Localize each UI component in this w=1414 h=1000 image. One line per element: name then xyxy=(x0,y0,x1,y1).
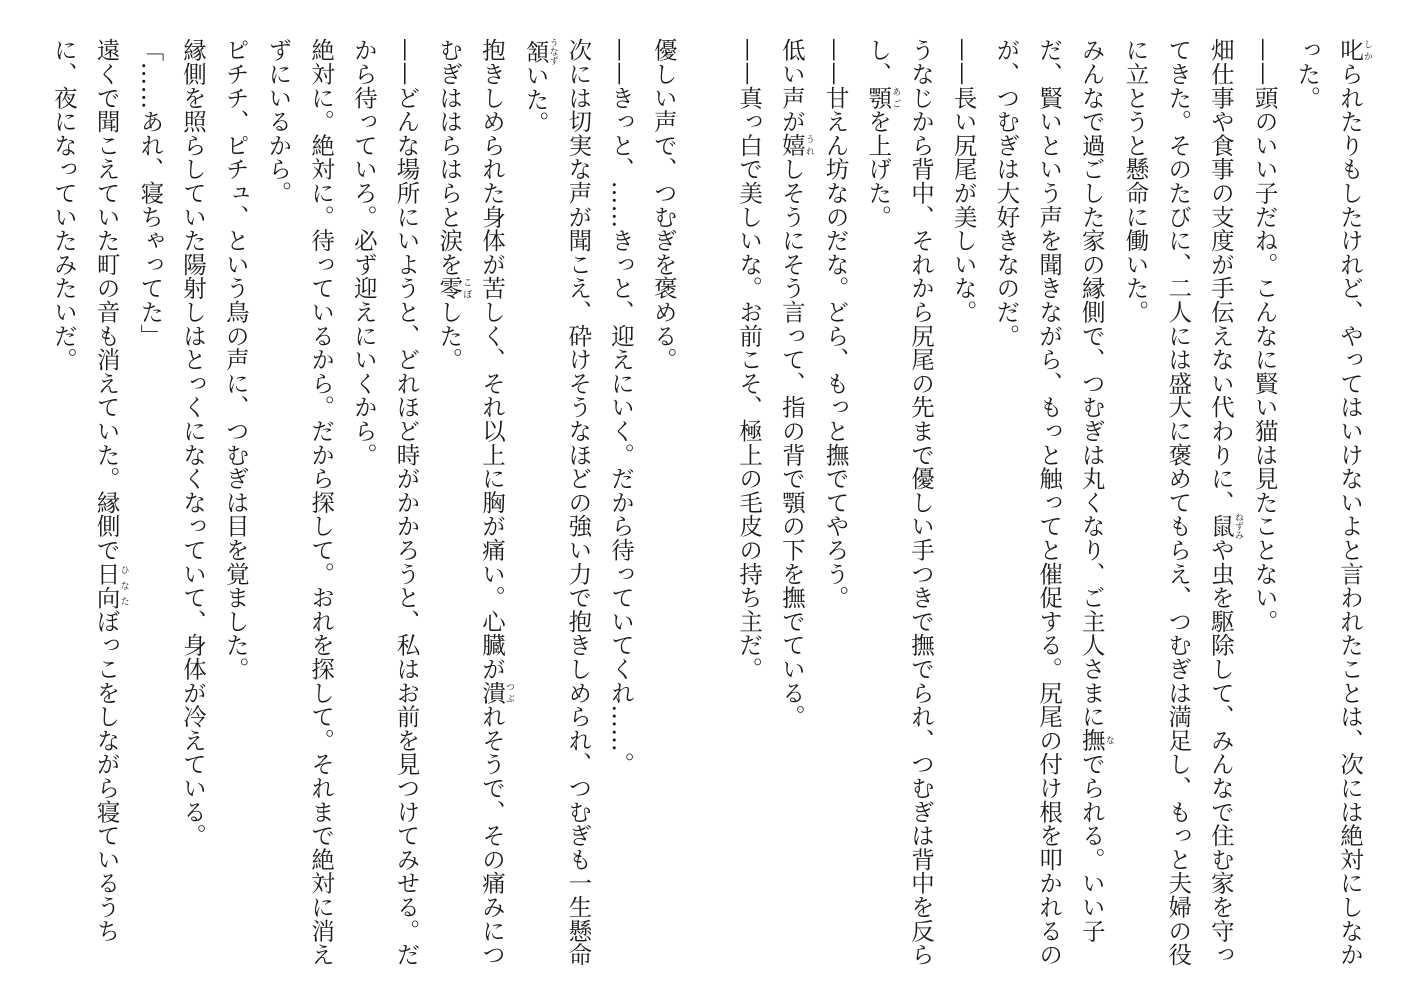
ruby-shika: 叱しか xyxy=(1336,38,1372,62)
paragraph-18: 縁側を照らしていた陽射しはとっくになくなっていて、身体が冷えている。 xyxy=(179,38,208,848)
paragraph-13: 次には切実な声が聞こえ、砕けそうなほどの強い力で抱きしめられ、つむぎも一生懸命頷うなずいた。 xyxy=(521,38,593,967)
paragraph-19: 「……あれ、寝ちゃってた」 xyxy=(136,38,165,348)
paragraph-7: ——甘えん坊なのだな。どら、もっと撫でてやろう。 xyxy=(821,38,850,610)
paragraph-1-text: られたりもしたけれど、やってはいけないよと言われたことは、次には絶対にしなかった。 xyxy=(1293,38,1364,967)
paragraph-3: 畑仕事や食事の支度が手伝えない代わりに、鼠ねずみや虫を駆除して、みんなで住む家を守ってきた。そのたびに、二人には盛大に褒めてもらえ、つむぎは満足し、もっと夫婦の役に立とうと懸命に働いた。 xyxy=(1121,38,1243,967)
paragraph-5: ——長い尻尾が美しいな。 xyxy=(949,38,978,324)
vertical-text-body xyxy=(42,38,1372,968)
paragraph-16: 絶対に。絶対に。待っているから。だから探して。おれを探して。それまで絶対に消えずにいるから。 xyxy=(264,38,336,967)
paragraph-8: 低い声が嬉うれしそうにそう言って、指の背で顎の下を撫でている。 xyxy=(777,38,814,729)
ruby-unazu: 頷うなず xyxy=(521,38,558,65)
ruby-nezumi: 鼠ねずみ xyxy=(1206,512,1243,540)
paragraph-15: ——どんな場所にいようと、どれほど時がかかろうと、私はお前を見つけてみせる。だから待っていろ。必ず迎えにいくから。 xyxy=(349,38,421,967)
blank-line xyxy=(685,38,728,968)
ruby-kobo: 零こぼ xyxy=(435,276,472,300)
paragraph-4: みんなで過ごした家の縁側で、つむぎは丸くなり、ご主人さまに撫なでられる。いい子だ、賢いという声を聞きながら、もっと触ってと催促する。尻尾の付け根を叩かれるのが、つむぎは大好きなのだ。 xyxy=(992,38,1114,967)
paragraph-11: 優しい声で、つむぎを褒める。 xyxy=(649,38,678,372)
ruby-tsubu: 潰つぶ xyxy=(477,680,514,705)
ruby-hinata: 日向ひなた xyxy=(92,561,129,610)
paragraph-2: ——頭のいい子だね。こんなに賢い猫は見たことない。 xyxy=(1250,38,1279,633)
paragraph-12: ——きっと、……きっと、迎えにいく。だから待っていてくれ……。 xyxy=(607,38,636,776)
paragraph-6: うなじから背中、それから尻尾の先まで優しい手つきで撫でられ、つむぎは背中を反らし、顎あごを上げた。 xyxy=(864,38,935,967)
ruby-ago: 顎あご xyxy=(864,85,901,110)
paragraph-17: ピチチ、ピチュ、という鳥の声に、つむぎは目を覚ました。 xyxy=(221,38,250,681)
ruby-ure: 嬉うれ xyxy=(777,133,814,158)
paragraph-9: ——真っ白で美しいな。お前こそ、極上の毛皮の持ち主だ。 xyxy=(735,38,764,681)
paragraph-1 xyxy=(1286,38,1372,968)
paragraph-20: 遠くで聞こえていた町の音も消えていた。縁側で日向ひなたぼっこをしながら寝ているうちに、夜になっていたみたいだ。 xyxy=(49,38,129,943)
paragraph-14: 抱きしめられた身体が苦しく、それ以上に胸が痛い。心臓が潰つぶれそうで、その痛みにつむぎははらはらと涙を零こぼした。 xyxy=(435,38,514,967)
ruby-na: 撫な xyxy=(1077,728,1114,753)
